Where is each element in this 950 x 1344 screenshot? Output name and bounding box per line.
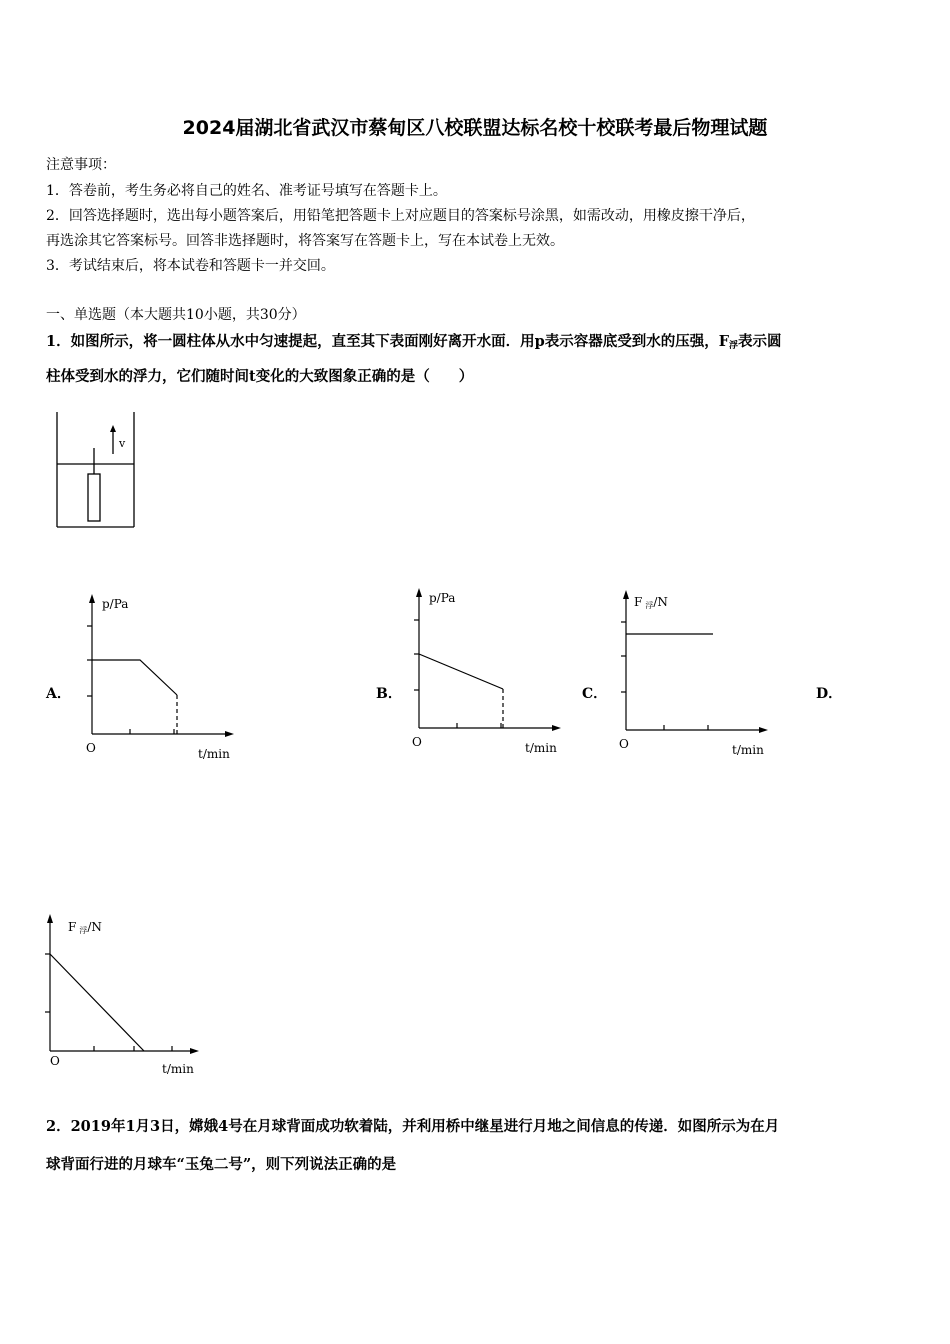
option-b-graph <box>405 582 570 757</box>
question-2-line-2: 球背面行进的月球车“玉兔二号”，则下列说法正确的是 <box>46 1156 397 1173</box>
question-1-subscript: 浮 <box>729 341 739 351</box>
y-axis-label: p/Pa <box>102 597 129 611</box>
pressure-curve <box>92 660 177 695</box>
notice-item-3: 3．考试结束后，将本试卷和答题卡一并交回。 <box>46 258 335 274</box>
y-arrowhead <box>623 590 629 599</box>
origin-label: O <box>412 735 422 749</box>
notice-item-2-cont: 再选涂其它答案标号。回答非选择题时，将答案写在答题卡上，写在本试卷上无效。 <box>46 233 564 249</box>
option-d-graph <box>36 908 211 1083</box>
origin-label: O <box>619 737 629 751</box>
option-c-graph <box>612 584 777 759</box>
origin-label: O <box>86 741 96 755</box>
y-axis-label: p/Pa <box>429 591 456 605</box>
y-axis-label: F浮/N <box>68 920 102 935</box>
container-figure <box>50 408 142 532</box>
notice-heading: 注意事项： <box>46 157 116 173</box>
question-1-text-a: 1．如图所示，将一圆柱体从水中匀速提起，直至其下表面刚好离开水面．用p表示容器底受到水的压强，F <box>46 333 730 350</box>
x-axis-label: t/min <box>525 741 557 755</box>
cylinder <box>88 474 100 521</box>
question-1-line-1 <box>46 330 782 351</box>
x-arrowhead <box>759 727 768 733</box>
question-2-line-1: 2．2019年1月3日，嫦娥4号在月球背面成功软着陆，并利用桥中继星进行月地之间信息的传递．如图所示为在月 <box>46 1118 780 1135</box>
notice-item-1: 1．答卷前，考生务必将自己的姓名、准考证号填写在答题卡上。 <box>46 183 447 199</box>
page-title: 2024届湖北省武汉市蔡甸区八校联盟达标名校十校联考最后物理试题 <box>182 117 768 139</box>
x-arrowhead <box>552 725 561 731</box>
option-d-label: D． <box>816 686 843 702</box>
x-axis-label: t/min <box>162 1062 194 1076</box>
x-arrowhead <box>190 1048 199 1054</box>
y-axis-label: F浮/N <box>634 595 668 610</box>
option-a-label: A． <box>46 686 71 702</box>
y-arrowhead <box>89 594 95 603</box>
option-b-label: B． <box>376 686 402 702</box>
y-arrowhead <box>416 588 422 597</box>
origin-label: O <box>50 1054 60 1068</box>
question-1-line-2: 柱体受到水的浮力，它们随时间t变化的大致图象正确的是（ ） <box>46 368 474 385</box>
notice-item-2: 2．回答选择题时，选出每小题答案后，用铅笔把答题卡上对应题目的答案标号涂黑，如需改动，用橡皮擦干净后， <box>46 208 755 224</box>
velocity-label: v <box>119 437 126 450</box>
pressure-curve <box>419 654 503 689</box>
option-c-label: C． <box>582 686 608 702</box>
question-1-text-b: 表示圆 <box>738 333 782 350</box>
section-heading: 一、单选题（本大题共10小题，共30分） <box>46 307 306 323</box>
y-arrowhead <box>47 914 53 923</box>
buoyancy-line <box>50 954 144 1051</box>
option-a-graph <box>78 588 243 763</box>
x-axis-label: t/min <box>198 747 230 761</box>
velocity-arrowhead <box>110 425 116 432</box>
x-arrowhead <box>225 731 234 737</box>
x-axis-label: t/min <box>732 743 764 757</box>
